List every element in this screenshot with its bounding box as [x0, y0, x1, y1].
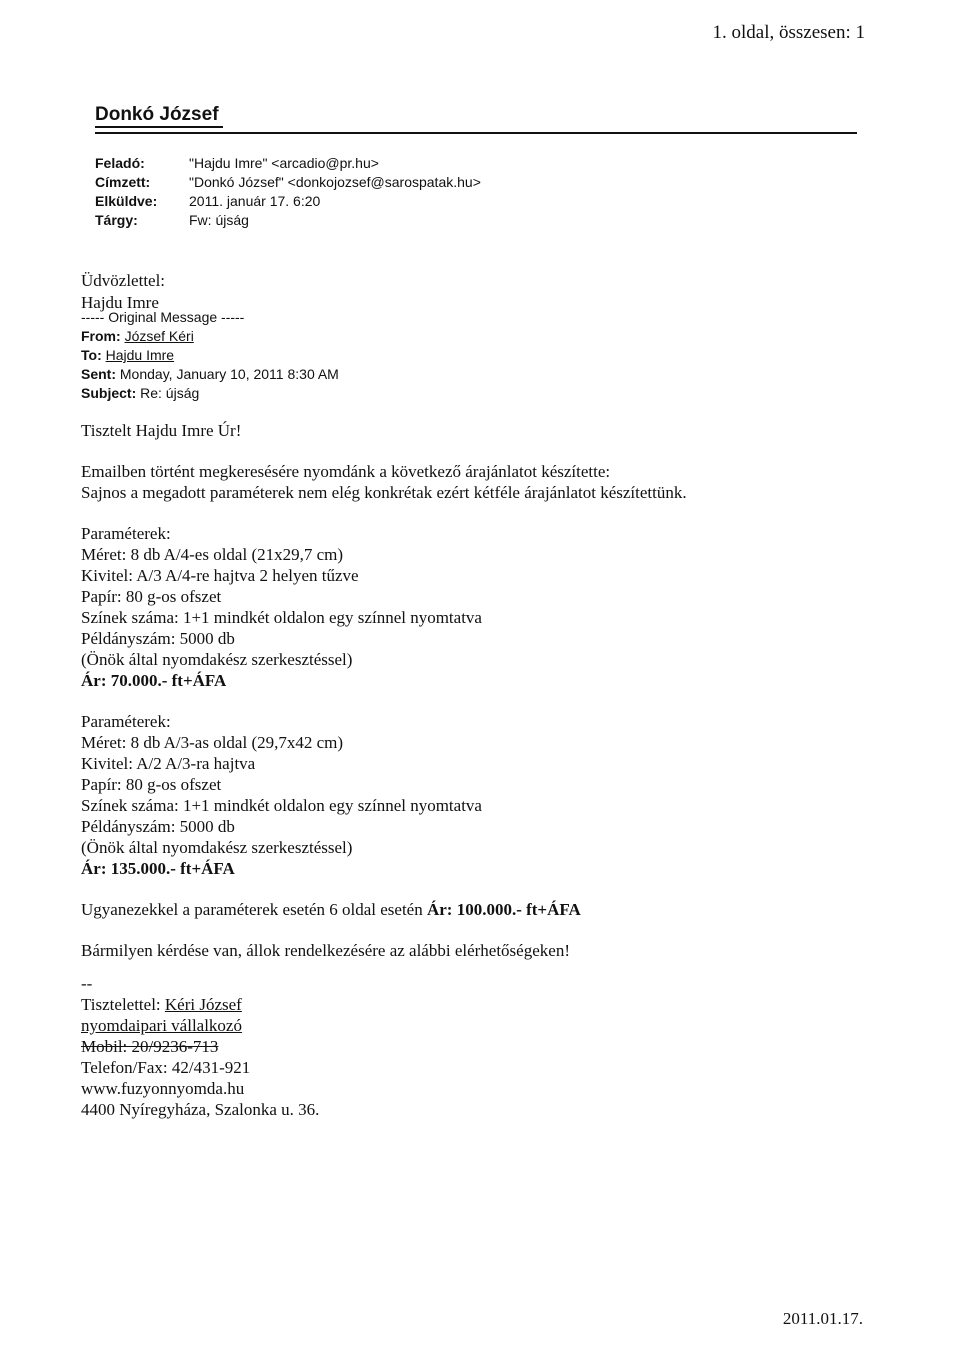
email-meta [95, 154, 481, 230]
original-message-header [81, 308, 339, 403]
same-params-text: Ugyanezekkel a paraméterek esetén 6 oldal esetén [81, 900, 427, 919]
original-from-label: From: [81, 328, 121, 344]
offer-line: Papír: 80 g-os ofszet [81, 587, 222, 606]
meta-label: Feladó: [95, 155, 145, 171]
offer-line: (Önök által nyomdakész szerkesztéssel) [81, 838, 353, 857]
page-header: 1. oldal, összesen: 1 [712, 22, 865, 43]
intro-line: Sajnos a megadott paraméterek nem elég konkrétak ezért kétféle árajánlatot készítettünk. [81, 483, 687, 502]
offer-price: Ár: 70.000.- ft+ÁFA [81, 671, 227, 690]
greeting-name: Hajdu Imre [81, 293, 159, 312]
meta-value: 2011. január 17. 6:20 [189, 193, 321, 209]
original-subject-label: Subject: [81, 385, 137, 401]
original-separator: ----- Original Message ----- [81, 309, 245, 325]
meta-label: Címzett: [95, 174, 151, 190]
offer-line: Példányszám: 5000 db [81, 817, 235, 836]
offer-line: (Önök által nyomdakész szerkesztéssel) [81, 650, 353, 669]
message-body [81, 420, 881, 1120]
signature-phone: Telefon/Fax: 42/431-921 [81, 1058, 251, 1077]
intro-line: Emailben történt megkeresésére nyomdánk a következő árajánlatot készítette: [81, 462, 611, 481]
greeting-line: Üdvözlettel: [81, 271, 166, 290]
offer-line: Méret: 8 db A/3-as oldal (29,7x42 cm) [81, 733, 344, 752]
title-rule [95, 132, 857, 134]
offer-line: Kivitel: A/2 A/3-ra hajtva [81, 754, 256, 773]
signature-dashes: -- [81, 974, 93, 993]
offer-line: Paraméterek: [81, 712, 171, 731]
meta-row-subject [95, 211, 481, 230]
offer-line: Paraméterek: [81, 524, 171, 543]
meta-row-sent [95, 192, 481, 211]
regards-label: Tisztelettel: [81, 995, 165, 1014]
meta-row-to [95, 173, 481, 192]
signature-mobile: Mobil: 20/9236-713 [81, 1037, 219, 1056]
offer-line: Méret: 8 db A/4-es oldal (21x29,7 cm) [81, 545, 344, 564]
meta-value: "Donkó József" <donkojozsef@sarospatak.hu> [189, 174, 481, 190]
original-sent [81, 365, 339, 384]
offer-line: Példányszám: 5000 db [81, 629, 235, 648]
original-sent-label: Sent: [81, 366, 116, 382]
original-from-value: József Kéri [124, 328, 194, 344]
original-sent-value: Monday, January 10, 2011 8:30 AM [119, 366, 339, 382]
meta-label: Tárgy: [95, 212, 138, 228]
signature-address: 4400 Nyíregyháza, Szalonka u. 36. [81, 1100, 320, 1119]
signature-role: nyomdaipari vállalkozó [81, 1016, 242, 1035]
offer-line: Színek száma: 1+1 mindkét oldalon egy színnel nyomtatva [81, 608, 482, 627]
offer-price: Ár: 135.000.- ft+ÁFA [81, 859, 235, 878]
signature-name: Kéri József [164, 995, 242, 1014]
original-to [81, 346, 339, 365]
questions-line: Bármilyen kérdése van, állok rendelkezésére az alábbi elérhetőségeken! [81, 941, 570, 960]
signature-regards [81, 994, 881, 1015]
original-subject-value: Re: újság [140, 385, 200, 401]
same-params-line [81, 899, 881, 920]
original-to-value: Hajdu Imre [105, 347, 175, 363]
signature-web: www.fuzyonnyomda.hu [81, 1079, 245, 1098]
same-params-price: Ár: 100.000.- ft+ÁFA [426, 900, 581, 919]
meta-value: "Hajdu Imre" <arcadio@pr.hu> [189, 155, 379, 171]
original-to-label: To: [81, 347, 102, 363]
sender-title: Donkó József [95, 104, 223, 128]
offer-line: Kivitel: A/3 A/4-re hajtva 2 helyen tűzve [81, 566, 359, 585]
footer-date: 2011.01.17. [782, 1309, 863, 1328]
meta-value: Fw: újság [189, 212, 249, 228]
salutation: Tisztelt Hajdu Imre Úr! [81, 421, 242, 440]
offer-line: Színek száma: 1+1 mindkét oldalon egy színnel nyomtatva [81, 796, 482, 815]
meta-row-from [95, 154, 481, 173]
offer-2 [81, 711, 881, 879]
original-subject [81, 384, 339, 403]
offer-1 [81, 523, 881, 691]
offer-line: Papír: 80 g-os ofszet [81, 775, 222, 794]
meta-label: Elküldve: [95, 193, 158, 209]
original-from [81, 327, 339, 346]
